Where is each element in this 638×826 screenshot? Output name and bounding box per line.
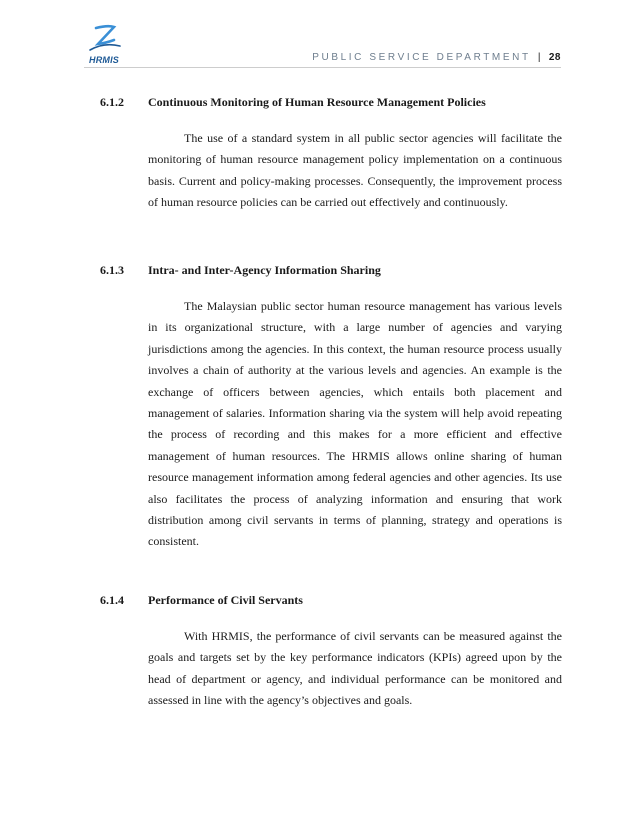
section-heading [100, 593, 562, 607]
section-number: 6.1.3 [100, 263, 124, 277]
page-number: 28 [548, 52, 561, 63]
hrmis-logo-icon [84, 24, 124, 56]
section-paragraph: The use of a standard system in all public sector agencies will facilitate the monitoring of human resource management policy implementation on a continuous basis. Current and policy-making processes. Consequently, the improvement process of human resource policies can be carried out effectively and continuously. [148, 131, 562, 210]
logo-text: HRMIS [89, 55, 119, 65]
section-title: Performance of Civil Servants [148, 593, 303, 607]
section-paragraph: With HRMIS, the performance of civil servants can be measured against the goals and targets set by the key performance indicators (KPIs) agreed upon by the head of department or agency, and individual performance can be monitored and assessed in line with the agency’s objectives and goals. [148, 629, 562, 708]
department-name: PUBLIC SERVICE DEPARTMENT [312, 52, 531, 63]
header-rule [84, 67, 561, 68]
section-title: Intra- and Inter-Agency Information Sharing [148, 263, 381, 277]
hrmis-logo [84, 24, 124, 64]
section-title: Continuous Monitoring of Human Resource Management Policies [148, 95, 486, 109]
section-6-1-3 [100, 263, 562, 553]
page-header [312, 52, 561, 63]
section-number: 6.1.2 [100, 95, 124, 109]
header-separator: | [537, 52, 541, 63]
section-6-1-4 [100, 593, 562, 712]
section-paragraph: The Malaysian public sector human resource management has various levels in its organizational structure, with a large number of agencies and varying jurisdictions among the agencies. In this context, the human resource process usually involves a chain of authority at the various levels and agencies. An example is the exchange of officers between agencies, which entails both placement and management of salaries. Information sharing via the system will help avoid repeating the process of recording and this makes for a more efficient and effective management of human resources. The HRMIS allows online sharing of human resource management information among federal agencies and other agencies. Its use also facilitates the process of analyzing information and ensuring that work distribution among civil servants in terms of planning, strategy and operations is consistent. [148, 299, 562, 549]
section-number: 6.1.4 [100, 593, 124, 607]
section-heading [100, 263, 562, 277]
section-heading [100, 95, 562, 109]
section-6-1-2 [100, 95, 562, 214]
